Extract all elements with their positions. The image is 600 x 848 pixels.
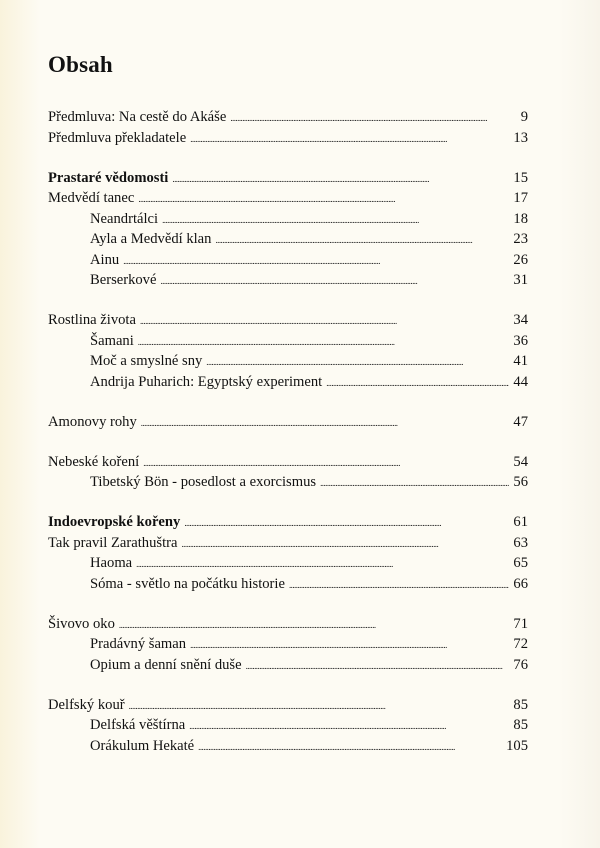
toc-entry-label: Haoma bbox=[90, 555, 133, 571]
toc-entry bbox=[48, 452, 528, 473]
toc-subentry bbox=[48, 736, 528, 757]
toc-page-number: 41 bbox=[513, 353, 528, 369]
toc-page-number: 66 bbox=[513, 575, 528, 592]
toc-page-number: 23 bbox=[513, 231, 528, 247]
toc-subentry bbox=[48, 634, 528, 655]
toc-entry-label: Ainu bbox=[90, 251, 120, 268]
toc-subentry bbox=[48, 331, 528, 352]
section-gap bbox=[48, 594, 528, 614]
dot-leader bbox=[123, 250, 509, 272]
section-gap bbox=[48, 392, 528, 412]
toc-subentry bbox=[48, 270, 528, 291]
toc-entry-label: Moč a smyslné sny bbox=[90, 353, 203, 369]
toc-page-number: 15 bbox=[513, 169, 528, 186]
toc-entry bbox=[48, 695, 528, 716]
toc-entry-label: Berserkové bbox=[90, 272, 157, 288]
dot-leader bbox=[138, 331, 510, 353]
toc-entry-label: Orákulum Hekaté bbox=[90, 737, 195, 754]
dot-leader bbox=[289, 574, 509, 596]
toc-entry-label: Medvědí tanec bbox=[48, 190, 135, 206]
toc-entry bbox=[48, 310, 528, 331]
toc-page-number: 47 bbox=[513, 413, 528, 430]
toc-subentry bbox=[48, 372, 528, 393]
dot-leader bbox=[320, 472, 509, 494]
dot-leader bbox=[181, 533, 509, 555]
section-gap bbox=[48, 675, 528, 695]
toc-entry-label: Předmluva překladatele bbox=[48, 129, 187, 146]
toc-entry-label: Andrija Puharich: Egyptský experiment bbox=[90, 373, 323, 390]
dot-leader bbox=[160, 270, 509, 292]
toc-entry-label: Sóma - světlo na počátku historie bbox=[90, 575, 285, 592]
toc-entry-label: Amonovy rohy bbox=[48, 413, 137, 430]
dot-leader bbox=[172, 168, 509, 190]
dot-leader bbox=[198, 736, 502, 758]
toc-entry bbox=[48, 614, 528, 635]
toc-page-number: 63 bbox=[513, 534, 528, 551]
toc-subentry bbox=[48, 209, 528, 230]
toc-entry-label: Pradávný šaman bbox=[90, 636, 187, 652]
toc-page-number: 56 bbox=[513, 474, 528, 490]
toc-page-number: 17 bbox=[513, 190, 528, 206]
toc-page-number: 85 bbox=[513, 717, 528, 733]
toc-entry bbox=[48, 107, 528, 128]
section-gap bbox=[48, 291, 528, 311]
toc-subentry bbox=[48, 229, 528, 250]
dot-leader bbox=[206, 351, 509, 373]
toc-entry-label: Neandrtálci bbox=[90, 210, 159, 227]
toc-page-number: 31 bbox=[513, 272, 528, 288]
toc-page-number: 26 bbox=[513, 251, 528, 268]
toc-page-number: 13 bbox=[513, 129, 528, 146]
toc-entry-label: Indoevropské kořeny bbox=[48, 514, 181, 530]
toc-page-number: 44 bbox=[513, 373, 528, 390]
toc-page-number: 36 bbox=[513, 332, 528, 349]
dot-leader bbox=[184, 512, 509, 534]
page-title: Obsah bbox=[48, 52, 113, 77]
toc-entry-label: Tibetský Bön - posedlost a exorcismus bbox=[90, 474, 317, 490]
toc-page-number: 65 bbox=[513, 555, 528, 571]
dot-leader bbox=[129, 695, 510, 717]
dot-leader bbox=[326, 372, 509, 394]
toc-entry bbox=[48, 168, 528, 189]
dot-leader bbox=[215, 229, 509, 251]
toc-page-number: 85 bbox=[513, 696, 528, 713]
toc-page-number: 76 bbox=[513, 656, 528, 673]
toc-entry bbox=[48, 128, 528, 149]
toc-page-number: 18 bbox=[513, 210, 528, 227]
toc-page-number: 54 bbox=[513, 453, 528, 470]
toc-entry-label: Opium a denní snění duše bbox=[90, 656, 242, 673]
dot-leader bbox=[190, 128, 509, 150]
section-gap bbox=[48, 432, 528, 452]
dot-leader bbox=[230, 107, 514, 129]
toc-entry bbox=[48, 188, 528, 209]
toc-entry bbox=[48, 512, 528, 533]
toc-page-number: 71 bbox=[513, 615, 528, 632]
toc-subentry bbox=[48, 351, 528, 372]
dot-leader bbox=[143, 452, 509, 474]
toc-page-number: 72 bbox=[513, 636, 528, 652]
section-gap bbox=[48, 493, 528, 513]
toc-subentry bbox=[48, 553, 528, 574]
toc-page-number: 9 bbox=[520, 109, 528, 125]
dot-leader bbox=[246, 655, 510, 677]
toc-entry-label: Nebeské koření bbox=[48, 453, 140, 470]
toc-entry-label: Tak pravil Zarathuštra bbox=[48, 534, 178, 551]
toc-subentry bbox=[48, 655, 528, 676]
toc-page-number: 61 bbox=[513, 514, 528, 530]
toc-entry-label: Šamani bbox=[90, 332, 134, 349]
toc-subentry bbox=[48, 574, 528, 595]
dot-leader bbox=[138, 188, 509, 210]
dot-leader bbox=[162, 209, 509, 231]
toc-entry-label: Předmluva: Na cestě do Akáše bbox=[48, 109, 227, 125]
toc-subentry bbox=[48, 472, 528, 493]
toc-entry bbox=[48, 412, 528, 433]
toc-entry-label: Delfský kouř bbox=[48, 696, 125, 713]
toc-page-number: 34 bbox=[513, 312, 528, 328]
toc-subentry bbox=[48, 715, 528, 736]
toc-entry bbox=[48, 533, 528, 554]
section-gap bbox=[48, 148, 528, 168]
toc-entry-label: Delfská věštírna bbox=[90, 717, 186, 733]
toc-entry-label: Šivovo oko bbox=[48, 615, 115, 632]
toc-entry-label: Rostlina života bbox=[48, 312, 136, 328]
table-of-contents bbox=[48, 107, 528, 756]
dot-leader bbox=[190, 634, 509, 656]
dot-leader bbox=[136, 553, 509, 575]
toc-page-number: 105 bbox=[506, 737, 528, 754]
toc-entry-label: Prastaré vědomosti bbox=[48, 169, 169, 186]
dot-leader bbox=[119, 614, 510, 636]
dot-leader bbox=[189, 715, 509, 737]
dot-leader bbox=[140, 310, 509, 332]
dot-leader bbox=[141, 412, 510, 434]
toc-subentry bbox=[48, 250, 528, 271]
toc-entry-label: Ayla a Medvědí klan bbox=[90, 231, 212, 247]
